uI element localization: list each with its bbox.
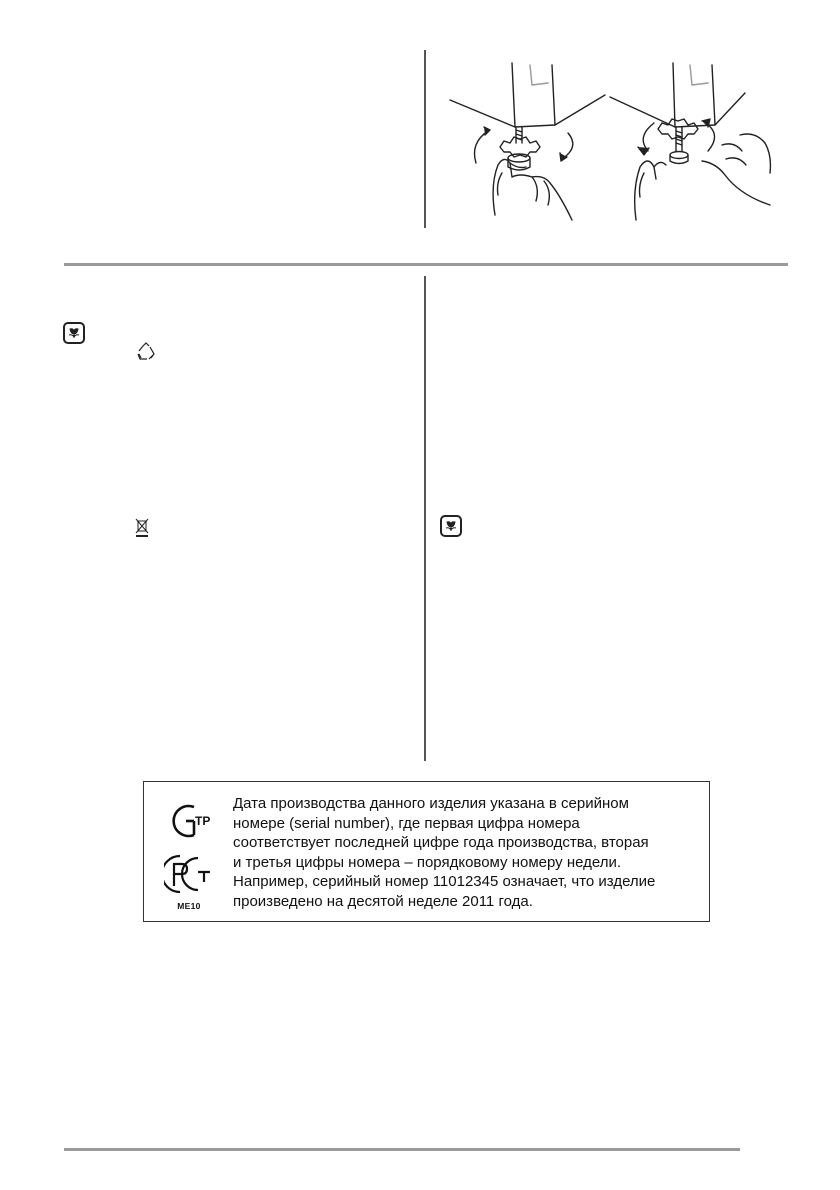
footer-rule [64,1148,740,1151]
eco-flower-icon [63,322,85,344]
crossed-bin-icon [135,518,149,538]
notice-line: соответствует последней цифре года производства, вторая [233,834,649,851]
notice-line: и третья цифры номера – порядковому номеру недели. [233,853,622,871]
notice-line: произведено на десятой неделе 2011 года. [233,892,533,910]
left-foot-adjust-diagram [450,63,605,220]
svg-text:ТР: ТР [195,814,211,828]
section-rule [64,263,788,266]
foot-adjustment-illustration [440,55,780,230]
eco-flower-icon [440,515,462,537]
notice-line: номере (serial number), где первая цифра номера [233,814,580,832]
notice-line: Дата производства данного изделия указана в серийном [233,795,629,812]
cert-mark-label: МЕ10 [177,901,201,911]
column-divider-middle [424,276,426,761]
eac-tr-mark-icon [164,802,212,840]
production-date-notice [143,781,710,922]
rst-certification-mark-icon [164,850,212,898]
column-divider-top [424,50,426,228]
recycle-icon [136,342,156,362]
notice-text [233,794,703,911]
notice-line: Например, серийный номер 11012345 означает, что изделие [233,873,656,890]
right-foot-adjust-diagram [610,63,770,220]
